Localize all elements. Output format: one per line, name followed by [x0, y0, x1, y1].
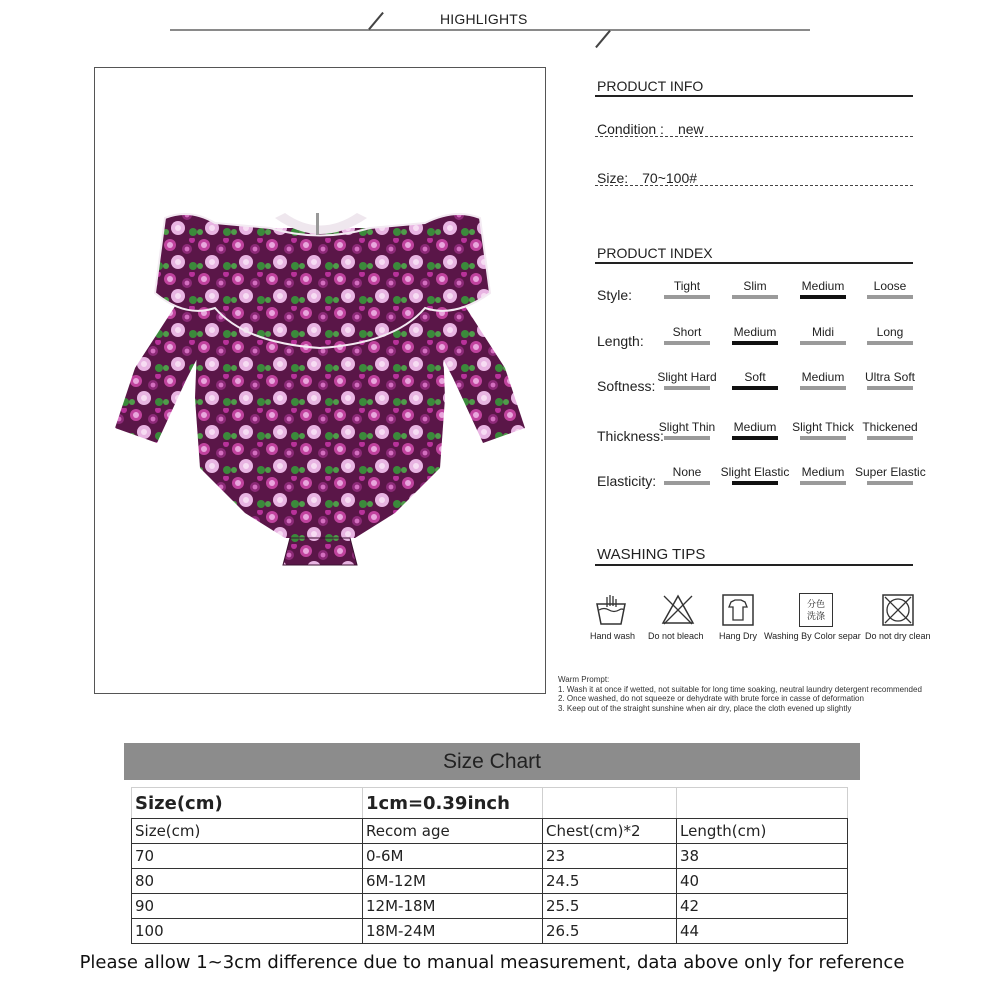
- no-bleach-icon: [661, 593, 695, 627]
- romper-illustration: [95, 68, 547, 695]
- warm-prompt-title: Warm Prompt:: [558, 675, 610, 684]
- condition-dash: [595, 136, 913, 137]
- index-option: Super Elastic: [855, 465, 926, 479]
- index-bar: [664, 481, 710, 485]
- size-chart-table: [131, 787, 848, 944]
- table-cell: 42: [677, 894, 848, 919]
- table-cell: 44: [677, 919, 848, 944]
- table-cell: [543, 788, 677, 819]
- index-option: Medium: [801, 370, 845, 384]
- romper-crotch: [283, 538, 357, 565]
- table-cell: 1cm=0.39inch: [363, 788, 543, 819]
- index-option: Short: [672, 325, 702, 339]
- table-cell: [677, 788, 848, 819]
- table-cell: 100: [132, 919, 363, 944]
- size-chart-banner: Size Chart: [124, 743, 860, 780]
- product-info-heading: PRODUCT INFO: [597, 78, 704, 94]
- index-option: Slight Thick: [792, 420, 854, 434]
- index-option: Tight: [673, 279, 701, 293]
- product-info-rule: [595, 95, 913, 97]
- index-bar: [800, 436, 846, 440]
- index-option: Medium: [733, 420, 777, 434]
- table-header: Recom age: [363, 819, 543, 844]
- product-index-rule: [595, 262, 913, 264]
- product-photo: [94, 67, 546, 694]
- index-bar: [800, 341, 846, 345]
- table-row: [132, 844, 848, 869]
- hand-wash-label: Hand wash: [590, 631, 636, 641]
- warm-prompt: [558, 675, 922, 713]
- index-bar: [867, 295, 913, 299]
- hang-dry-label: Hang Dry: [719, 631, 758, 641]
- index-bar: [664, 386, 710, 390]
- highlights-title: HIGHLIGHTS: [440, 11, 528, 27]
- table-row: [132, 869, 848, 894]
- table-cell: 12M-18M: [363, 894, 543, 919]
- romper-zipper: [316, 213, 319, 235]
- index-bar-selected: [732, 341, 778, 345]
- table-header: Length(cm): [677, 819, 848, 844]
- table-header: Chest(cm)*2: [543, 819, 677, 844]
- index-bar: [867, 481, 913, 485]
- table-cell: 23: [543, 844, 677, 869]
- index-bar: [664, 295, 710, 299]
- index-row-label: Elasticity:: [597, 473, 657, 489]
- index-bar: [867, 436, 913, 440]
- measurement-note: Please allow 1~3cm difference due to manual measurement, data above only for reference: [79, 952, 905, 973]
- table-cell: 70: [132, 844, 363, 869]
- table-cell: Size(cm): [132, 788, 363, 819]
- no-bleach-label: Do not bleach: [648, 631, 704, 641]
- color-separate-icon: 分色 洗涤: [799, 593, 833, 627]
- index-bar: [800, 481, 846, 485]
- warm-prompt-line: 3. Keep out of the straight sunshine when air dry, place the cloth evened up slightly: [558, 703, 852, 713]
- index-option: Long: [876, 325, 904, 339]
- table-cell: 40: [677, 869, 848, 894]
- index-bar: [732, 295, 778, 299]
- index-option: Thickened: [862, 420, 918, 434]
- hang-dry-icon: [721, 593, 755, 627]
- index-option: Slight Thin: [658, 420, 716, 434]
- table-cell: 18M-24M: [363, 919, 543, 944]
- condition-label: Condition :: [597, 121, 664, 137]
- table-cell: 24.5: [543, 869, 677, 894]
- table-row: [132, 919, 848, 944]
- index-option: Ultra Soft: [864, 370, 915, 384]
- index-option: Slight Elastic: [720, 465, 790, 479]
- table-cell: 38: [677, 844, 848, 869]
- warm-prompt-line: 1. Wash it at once if wetted, not suitable for long time soaking, neutral laundry detergent recommended: [558, 684, 922, 694]
- table-header: Size(cm): [132, 819, 363, 844]
- size-chart-top-row: [132, 788, 848, 819]
- washing-tips-rule: [595, 564, 913, 566]
- index-option: Loose: [873, 279, 907, 293]
- no-dry-clean-icon: [881, 593, 915, 627]
- no-dry-clean-label: Do not dry clean: [865, 631, 931, 641]
- table-cell: 80: [132, 869, 363, 894]
- index-option: Slim: [743, 279, 767, 293]
- index-bar: [664, 341, 710, 345]
- index-row-label: Style:: [597, 287, 633, 303]
- index-option: Medium: [801, 465, 845, 479]
- size-dash: [595, 185, 913, 186]
- color-separate-label: Washing By Color separ: [764, 631, 861, 641]
- index-bar-selected: [800, 295, 846, 299]
- index-bar: [800, 386, 846, 390]
- product-index-heading: PRODUCT INDEX: [597, 245, 713, 261]
- condition-line: [597, 121, 704, 137]
- size-chart-header-row: [132, 819, 848, 844]
- size-value: 70~100#: [642, 170, 698, 186]
- index-option: Midi: [811, 325, 834, 339]
- size-label: Size:: [597, 170, 629, 186]
- index-bar: [664, 436, 710, 440]
- washing-tips-heading: WASHING TIPS: [597, 546, 706, 563]
- index-row-label: Length:: [597, 333, 644, 349]
- table-cell: 25.5: [543, 894, 677, 919]
- index-option: None: [672, 465, 702, 479]
- index-bar-selected: [732, 481, 778, 485]
- index-row-label: Softness:: [597, 378, 656, 394]
- table-cell: 0-6M: [363, 844, 543, 869]
- index-bar-selected: [732, 436, 778, 440]
- warm-prompt-line: 2. Once washed, do not squeeze or dehydrate with brute force in casse of deformation: [558, 694, 864, 704]
- index-option: Medium: [801, 279, 845, 293]
- highlights-slash-left: [368, 12, 384, 30]
- index-row-label: Thickness:: [597, 428, 664, 444]
- index-option: Soft: [744, 370, 766, 384]
- highlights-divider: [170, 29, 810, 31]
- index-option: Medium: [733, 325, 777, 339]
- hand-wash-icon: [594, 593, 628, 627]
- size-line: [597, 170, 697, 186]
- table-row: [132, 894, 848, 919]
- highlights-slash-right: [595, 30, 611, 48]
- table-cell: 6M-12M: [363, 869, 543, 894]
- index-bar: [867, 341, 913, 345]
- condition-value: new: [677, 121, 704, 137]
- index-bar-selected: [732, 386, 778, 390]
- index-option: Slight Hard: [657, 370, 717, 384]
- table-cell: 26.5: [543, 919, 677, 944]
- table-cell: 90: [132, 894, 363, 919]
- index-bar: [867, 386, 913, 390]
